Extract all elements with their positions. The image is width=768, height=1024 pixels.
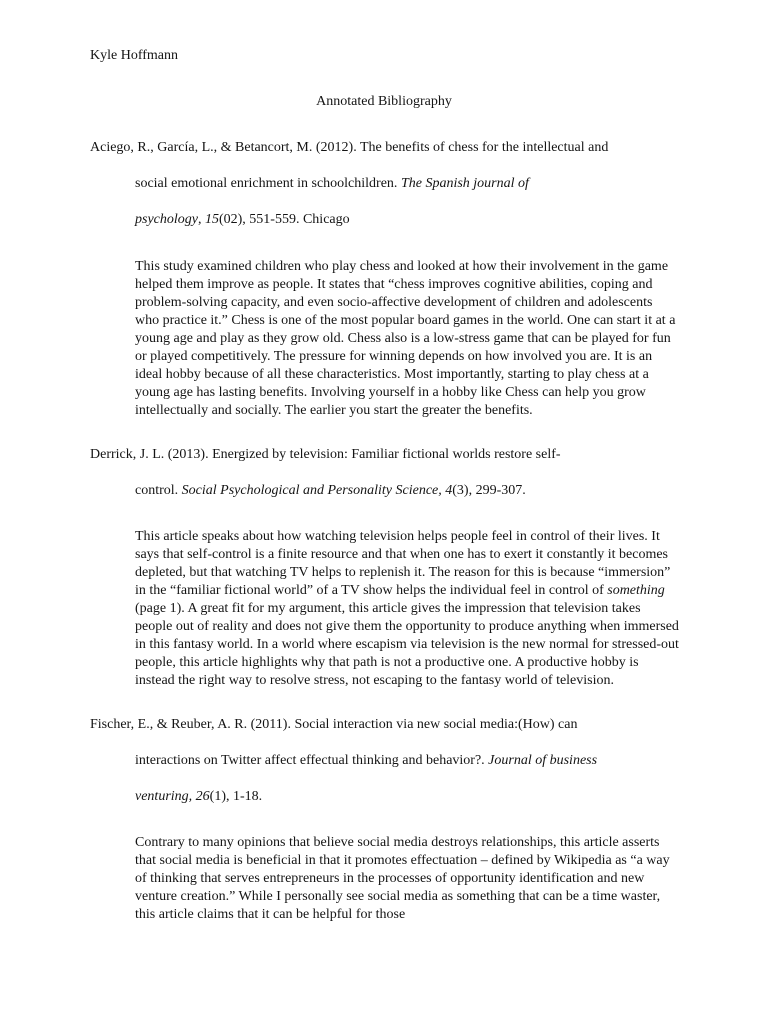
citation-text: interactions on Twitter affect effectual thinking and behavior?. xyxy=(135,753,489,768)
citation-line: Aciego, R., García, L., & Betancort, M. (2012). The benefits of chess for the intellectual and xyxy=(90,140,609,155)
annotation-text: (page 1). A great fit for my argument, this article gives the impression that television takes people out of reality and does not give them the opportunity to produce anything when immersed in this fantasy world. In a world where escapism via television is the new normal for stressed-out people, this article highlights why that path is not a productive one. A productive hobby is instead the right way to resolve stress, not escaping to the fantasy world of television. xyxy=(135,601,679,688)
citation-line xyxy=(135,752,597,770)
annotation-fischer: Contrary to many opinions that believe social media destroys relationships, this article asserts that social media is beneficial in that it promotes effectuation – defined by Wikipedia as “a way of thinking that serves entrepreneurs in the processes of opportunity identification and new venture creation.” While I personally see social media as something that can be a time waster, this article claims that it can be helpful for those xyxy=(135,835,670,922)
citation-text: (3), 299-307. xyxy=(452,483,526,498)
author-name: Kyle Hoffmann xyxy=(90,48,178,63)
citation-line: Derrick, J. L. (2013). Energized by television: Familiar fictional worlds restore self- xyxy=(90,447,561,462)
journal-title: Social Psychological and Personality Science, 4 xyxy=(181,483,453,498)
journal-volume: 15 xyxy=(204,212,219,227)
citation-line: Fischer, E., & Reuber, A. R. (2011). Social interaction via new social media:(How) can xyxy=(90,717,578,732)
citation-text: social emotional enrichment in schoolchildren. xyxy=(135,176,401,191)
journal-title: psychology xyxy=(135,212,198,227)
citation-text: (02), 551-559. Chicago xyxy=(218,212,350,227)
annotation-aciego: This study examined children who play chess and looked at how their involvement in the game helped them improve as people. It states that “chess improves cognitive abilities, coping and problem-solving capacity, and even socio-affective development of children and adolescents who practice it.” Chess is one of the most popular board games in the world. One can start it at a young age and play as they grow old. Chess also is a low-stress game that can be played for fun or played competitively. The pressure for winning depends on how involved you are. It is an ideal hobby because of all these characteristics. Most importantly, starting to play chess at a young age has lasting benefits. Involving yourself in a hobby like Chess can help you grow intellectually and socially. The earlier you start the greater the benefits. xyxy=(135,259,676,418)
citation-line xyxy=(135,788,262,806)
emphasis: something xyxy=(607,583,665,598)
citation-separator: , xyxy=(197,212,205,227)
citation-text: control. xyxy=(135,483,182,498)
citation-line xyxy=(135,211,350,229)
citation-line xyxy=(135,175,529,193)
journal-title: venturing, 26 xyxy=(135,789,210,804)
citation-text: (1), 1-18. xyxy=(209,789,263,804)
journal-title: Journal of business xyxy=(488,753,598,768)
document-title: Annotated Bibliography xyxy=(316,94,452,109)
annotation-derrick xyxy=(135,528,680,690)
journal-title: The Spanish journal of xyxy=(400,176,529,191)
annotation-text: This article speaks about how watching television helps people feel in control of their lives. It says that self-control is a finite resource and that when one has to exert it constantly it becomes depleted, but that watching TV helps to replenish it. The reason for this is because “immersion” in the “familiar fictional world” of a TV show helps the individual feel in control of xyxy=(135,529,671,598)
citation-line xyxy=(135,482,526,500)
